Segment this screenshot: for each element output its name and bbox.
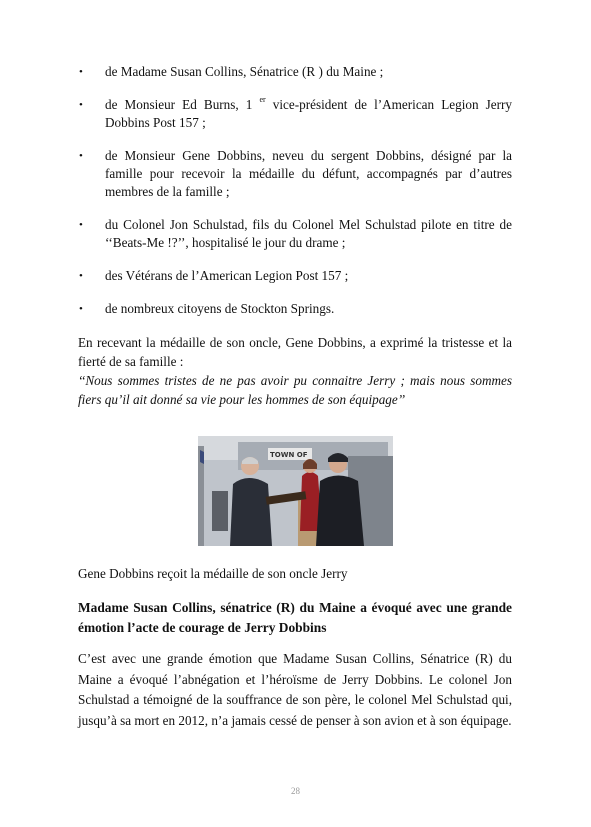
intro-text: En recevant la médaille de son oncle, Gene Dobbins, a exprimé la tristesse et la fierté de sa famille : <box>78 335 512 369</box>
list-item-text: de nombreux citoyens de Stockton Springs. <box>105 301 335 316</box>
attendee-list <box>78 63 512 333</box>
list-item-text: vice-président de l’American Legion Jerry Dobbins Post 157 ; <box>105 97 513 130</box>
list-item <box>78 96 512 132</box>
bullet-icon: • <box>79 66 83 78</box>
list-item-text: des Vétérans de l’American Legion Post 157 ; <box>105 268 349 283</box>
list-item <box>78 147 512 201</box>
quote-text: ‘‘Nous sommes tristes de ne pas avoir pu connaitre Jerry ; mais nous sommes fiers qu’il ait donné sa vie pour les hommes de son équipage’’ <box>78 373 512 407</box>
bullet-icon: • <box>79 150 83 162</box>
list-item <box>78 267 512 285</box>
bullet-icon: • <box>79 99 83 111</box>
bullet-icon: • <box>79 303 83 315</box>
list-item <box>78 216 512 252</box>
superscript: er <box>259 95 266 104</box>
ceremony-photo <box>198 436 393 546</box>
ceremony-photo-illustration <box>198 436 393 546</box>
list-item-text: du Colonel Jon Schulstad, fils du Colonel Mel Schulstad pilote en titre de ‘‘Beats-Me !?’’, hospitalisé le jour du drame ; <box>105 217 512 250</box>
page-number: 28 <box>291 786 300 796</box>
bullet-icon: • <box>79 270 83 282</box>
bullet-icon: • <box>79 219 83 231</box>
list-item <box>78 300 512 318</box>
sign-text: TOWN OF <box>270 451 308 459</box>
list-item-text: de Monsieur Gene Dobbins, neveu du sergent Dobbins, désigné par la famille pour recevoir la médaille du défunt, accompagnés par d’autres membres de la famille ; <box>105 148 512 199</box>
list-item-text: de Monsieur Ed Burns, 1 <box>105 97 260 112</box>
list-item <box>78 63 512 81</box>
body-paragraph: C’est avec une grande émotion que Madame Susan Collins, Sénatrice (R) du Maine a évoqué l’abnégation et l’héroïsme de Jerry Dobbins. Le colonel Jon Schulstad a témoigné de la souffrance de son père, le colonel Mel Schulstad qui, jusqu’à sa mort en 2012, n’a jamais cessé de penser à son avion et à son équipage. <box>78 651 512 728</box>
list-item-text: de Madame Susan Collins, Sénatrice (R ) du Maine ; <box>105 64 384 79</box>
section-heading: Madame Susan Collins, sénatrice (R) du Maine a évoqué avec une grande émotion l’acte de courage de Jerry Dobbins <box>78 600 512 635</box>
photo-caption: Gene Dobbins reçoit la médaille de son oncle Jerry <box>78 566 348 581</box>
intro-paragraph <box>78 333 512 409</box>
